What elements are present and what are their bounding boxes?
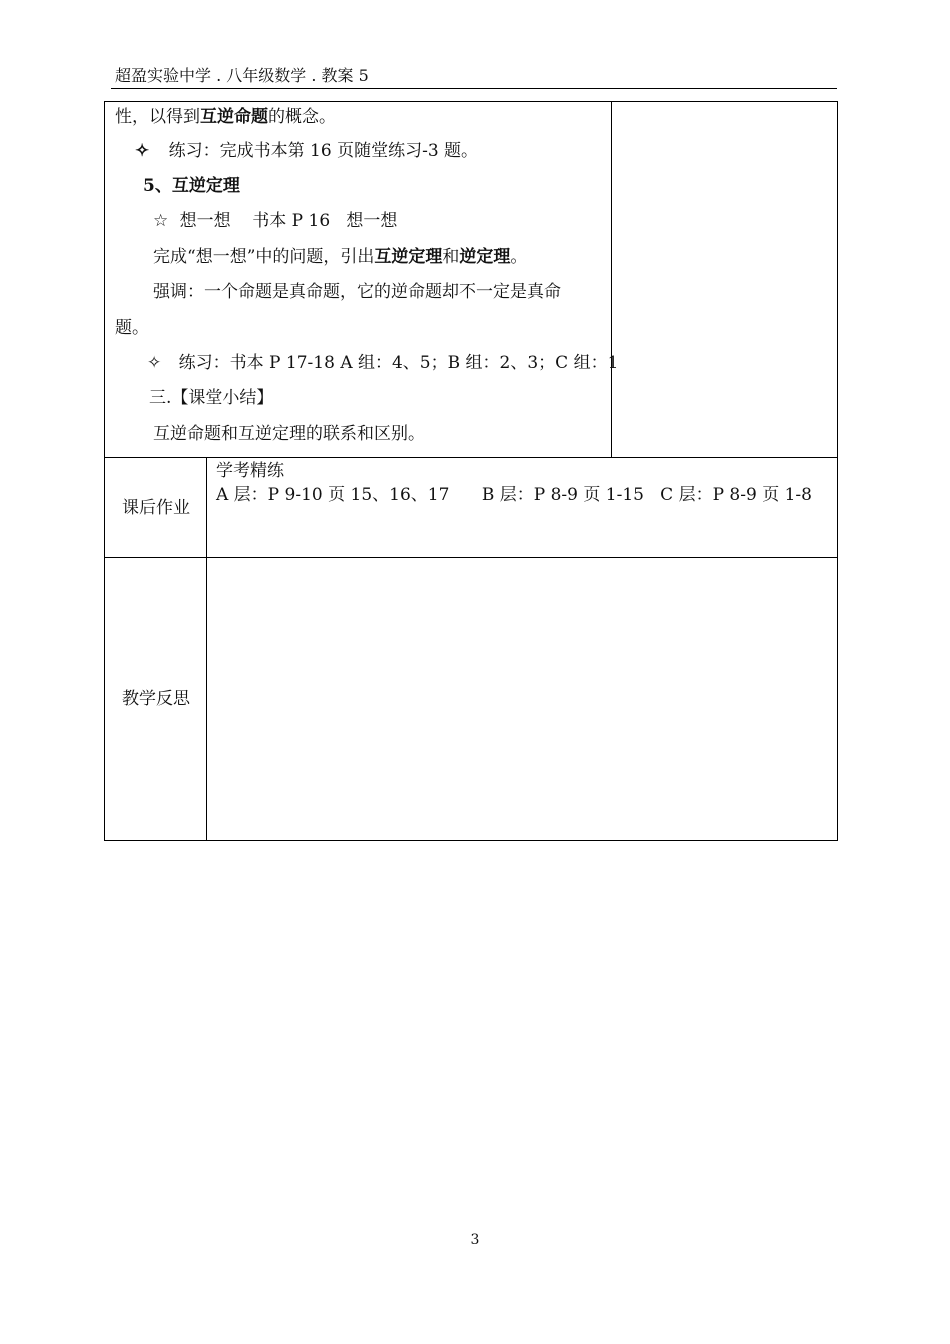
homework-reflection-table	[104, 457, 838, 841]
content-line-1	[115, 107, 336, 127]
column-divider	[611, 102, 612, 457]
term-bold: 逆定理	[459, 247, 511, 267]
term-bold: 互逆命题	[200, 107, 268, 127]
think-text: 想一想 书本 P 16 想一想	[179, 211, 398, 231]
practice-line-1	[135, 141, 478, 161]
text-segment: 和	[442, 247, 460, 267]
star-icon: ☆	[153, 211, 169, 231]
practice-text: 练习：完成书本第 16 页随堂练习-3 题。	[168, 141, 479, 161]
homework-title: 学考精练	[216, 461, 284, 481]
practice-line-2	[147, 353, 618, 373]
emphasis-line: 强调：一个命题是真命题，它的逆命题却不一定是真命	[153, 282, 561, 302]
header-title: 超盈实验中学 . 八年级数学 . 教案 5	[115, 66, 369, 85]
homework-label: 课后作业	[122, 498, 190, 518]
page-number: 3	[470, 1232, 480, 1248]
think-line	[153, 211, 397, 231]
text-segment: 性，以得到	[115, 107, 200, 127]
content-line-5	[153, 247, 527, 267]
section-heading: 5、互逆定理	[143, 176, 240, 196]
diamond-star-icon: ✧	[147, 353, 162, 373]
summary-text: 互逆命题和互逆定理的联系和区别。	[153, 424, 425, 444]
reflection-content	[207, 558, 837, 840]
text-segment: 完成“想一想”中的问题，引出	[153, 247, 375, 267]
page-header	[111, 64, 837, 89]
text-segment: 。	[510, 247, 528, 267]
term-bold: 互逆定理	[374, 247, 443, 267]
reflection-label: 教学反思	[122, 689, 190, 709]
summary-heading: 三.【课堂小结】	[149, 388, 274, 408]
diamond-star-icon: ✧	[135, 141, 150, 161]
homework-detail: A 层：P 9-10 页 15、16、17 B 层：P 8-9 页 1-15 C 层：P 8-9 页 1-8	[216, 485, 812, 505]
practice-text: 练习：书本 P 17-18 A 组：4、5；B 组：2、3；C 组：1	[178, 353, 619, 373]
emphasis-line-cont: 题。	[115, 318, 149, 338]
text-segment: 的概念。	[268, 107, 336, 127]
lesson-content-table	[104, 101, 838, 458]
